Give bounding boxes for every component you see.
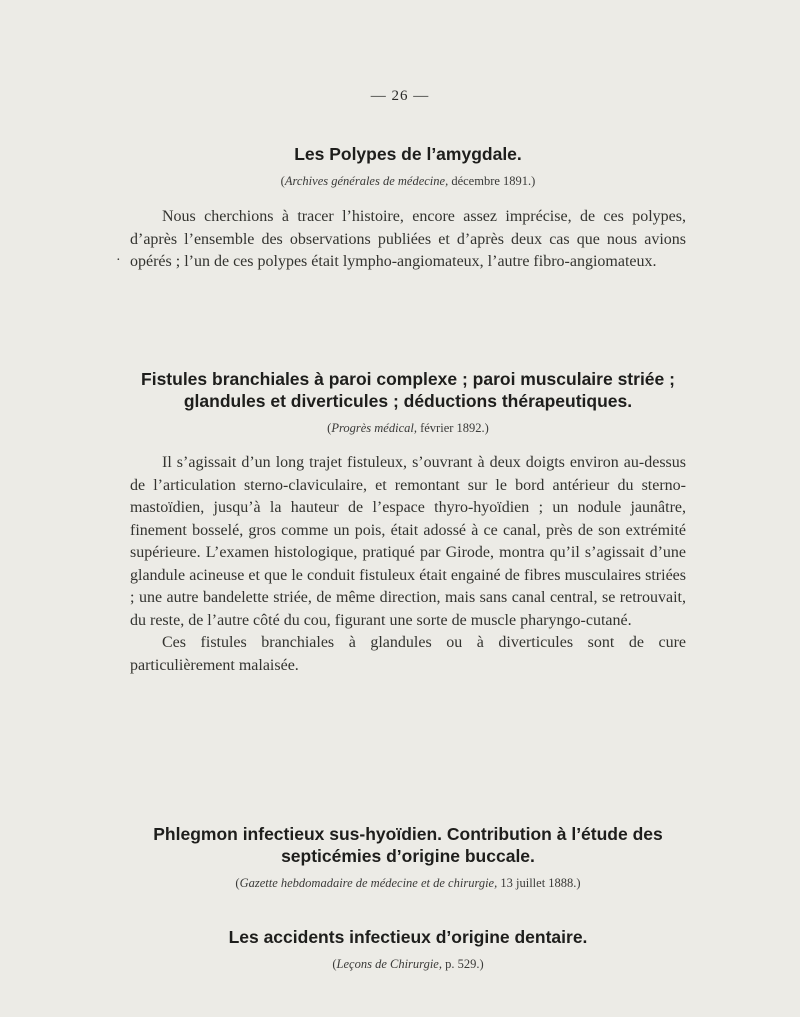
section-title: Les Polypes de l’amygdale. <box>294 144 522 164</box>
source-date: p. 529. <box>445 957 480 971</box>
body-paragraph: Ces fistules branchiales à glandules ou à diverticules sont de cure particulièrement malaisée. <box>130 634 686 674</box>
source-publication: Leçons de Chirurgie, <box>336 957 442 971</box>
section-phlegmon-infectieux <box>130 823 686 891</box>
section-fistules-branchiales <box>130 368 686 436</box>
body-paragraph: Nous cherchions à tracer l’histoire, encore assez imprécise, de ces polypes, d’après l’ensemble des observations publiées et d’après deux cas que nous avions opérés ; l’un de ces polypes était lympho-angiomateux, l’autre fibro-angiomateux. <box>130 208 686 270</box>
source-publication: Gazette hebdomadaire de médecine et de chirurgie, <box>239 876 498 890</box>
source-date: décembre 1891. <box>451 174 532 188</box>
source-date: 13 juillet 1888. <box>500 876 577 890</box>
margin-mark: · <box>116 253 121 268</box>
section-source: (Archives générales de médecine, décembre 1891.) <box>280 174 536 188</box>
section-source: (Gazette hebdomadaire de médecine et de chirurgie, 13 juillet 1888.) <box>235 876 581 890</box>
section-accidents-infectieux <box>130 926 686 972</box>
source-publication: Progrès médical, <box>331 421 417 435</box>
section-source: (Progrès médical, février 1892.) <box>327 421 489 435</box>
section-title: Fistules branchiales à paroi complexe ; paroi musculaire striée ; glandules et diverticules ; déductions thérapeutiques. <box>141 369 675 411</box>
section-body <box>130 206 686 274</box>
section-source: (Leçons de Chirurgie, p. 529.) <box>332 957 484 971</box>
section-title: Les accidents infectieux d’origine dentaire. <box>228 927 588 947</box>
section-body <box>130 452 686 677</box>
body-paragraph: Il s’agissait d’un long trajet fistuleux, s’ouvrant à deux doigts environ au-dessus de l’articulation sterno-claviculaire, et remontant sur le bord antérieur du sterno-mastoïdien, jusqu’à la hauteur de l’espace thyro-hyoïdien ; un nodule jaunâtre, finement bosselé, gros comme un pois, était adossé à ce canal, près de son extrémité supérieure. L’examen histologique, pratiqué par Girode, montra qu’il s’agissait d’une glandule acineuse et que le conduit fistuleux était engainé de fibres musculaires striées ; une autre bandelette striée, de même direction, mais sans canal central, se retrouvait, du reste, de l’autre côté du cou, figurant une sorte de muscle pharyngo-cutané. <box>130 454 686 629</box>
section-title: Phlegmon infectieux sus-hyoïdien. Contribution à l’étude des septicémies d’origine buccale. <box>153 824 663 866</box>
source-publication: Archives générales de médecine, <box>284 174 449 188</box>
page-number: — 26 — <box>370 88 430 104</box>
section-polypes-amygdale <box>130 143 686 189</box>
source-date: février 1892. <box>420 421 485 435</box>
